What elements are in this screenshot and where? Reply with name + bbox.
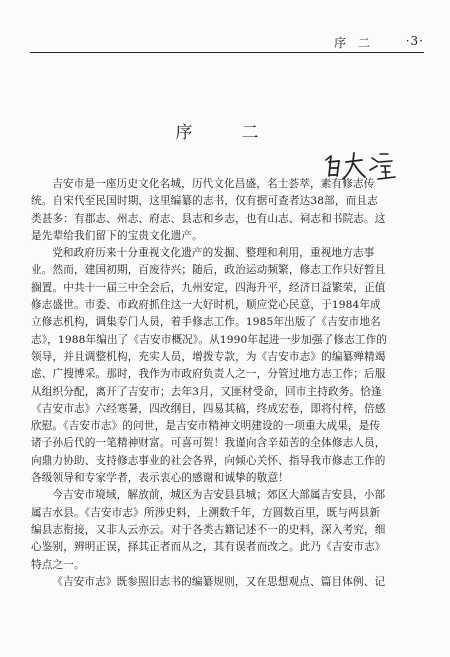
running-header xyxy=(30,26,424,53)
page-title: 序 二 xyxy=(175,123,275,143)
paragraph: 党和政府历来十分重视文化遗产的发掘、整理和利用，重视地方志事 业。然而，建国初期，百废待兴；随后，政治运动频繁，修志工作只好暂且 搁置。中共十一届三中全会后，九州安定，四海升平，经济日益繁荣，正值 修志盛世。市委、市政府抓住这一大好时机，顺应党心民意，于1984年成 立修志机构，调集专门人员，着手修志工作。1985年出版了《吉安市地名 志》，1988年编出了《吉安市概况》。从1990年起进一步加强了修志工作的 领导，并且调整机构，充实人员，增拨专款，为《吉安市志》的编纂殚精竭 虑、广搜博采。那时，我作为市政府负责人之一，分管过地方志工作；后服 从组织分配，离开了吉安市；去年3月，又匪材受命，回市主持政务。恰逢 《吉安市志》六经寒暑，四改纲目，四易其稿，终成宏卷，即将付梓，倍感 欣慰。《吉安市志》的问世，是吉安市精神文明建设的一项重大成果，是传 诸子孙后代的一笔精神财富。可喜可贺！我谨向含辛茹苦的全体修志人员， 向鼎力协助、支持修志事业的社会各界，向倾心关怀、指导我市修志工作的 各级领导和专家学者，表示衷心的感谢和诚挚的敬意！ xyxy=(31,247,388,485)
preface-body xyxy=(31,176,417,591)
paragraph: 今吉安市境域，解放前，城区为吉安县县城；郊区大部属吉安县，小部 属吉水县。《吉安市志》所涉史料，上溯数千年，方圆数百里，既与两县新 编县志衔接，又非人云亦云。对于各类古籍记述不一的史料，深入考究，细 心鉴别，辨明正误，择其正者而从之，其有误者而改之。此乃《吉安市志》 特点之一。 xyxy=(31,489,386,571)
page-number: ·3· xyxy=(405,34,424,48)
running-header-title: 序 二 xyxy=(334,36,374,50)
paragraph: 吉安市是一座历史文化名城，历代文化昌盛，名士荟萃，素有修志传 统。自宋代至民国时期，这里编纂的志书，仅有据可查者达38部，而且志 类甚多：有郡志、州志、府志、县志和乡志，也有山志、祠志和书院志。这 是先辈给我们留下的宝贵文化遗产。 xyxy=(31,178,386,242)
paragraph: 《吉安市志》既参照旧志书的编纂规则，又在思想观点、篇目体例、记 xyxy=(52,575,386,588)
